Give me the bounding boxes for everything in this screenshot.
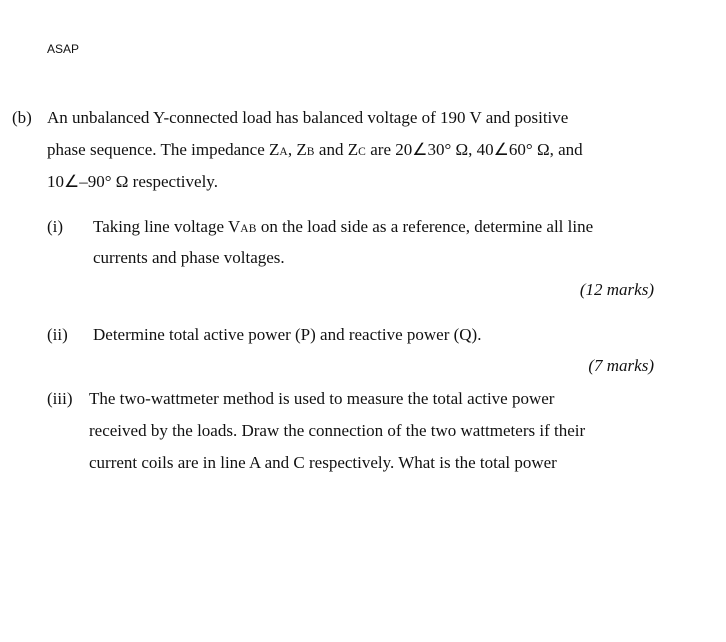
- question-label: (b): [12, 108, 32, 127]
- part-iii-label: (iii): [47, 389, 73, 408]
- subscript-a: A: [279, 146, 288, 158]
- question-line-1: An unbalanced Y-connected load has balanced voltage of 190 V and positive: [47, 108, 569, 127]
- part-i-prefix: Taking line voltage V: [93, 217, 241, 236]
- part-i-label: (i): [47, 217, 64, 236]
- question-line-3: 10∠–90° Ω respectively.: [47, 172, 218, 191]
- question-line-2: [47, 141, 583, 159]
- part-ii-marks: (7 marks): [588, 356, 654, 375]
- part-i-line-2: currents and phase voltages.: [93, 248, 285, 267]
- header-note: ASAP: [47, 42, 80, 56]
- impedance-sep-1: , Z: [287, 140, 307, 159]
- subscript-c: C: [358, 146, 366, 158]
- subscript-b: B: [306, 146, 315, 158]
- part-i-suffix: on the load side as a reference, determine all line: [256, 217, 594, 236]
- part-iii-line-2: received by the loads. Draw the connection of the two wattmeters if their: [89, 421, 586, 440]
- part-i-marks: (12 marks): [579, 280, 654, 299]
- part-iii-line-3: current coils are in line A and C respectively. What is the total power: [89, 453, 557, 472]
- part-ii-line-1: Determine total active power (P) and reactive power (Q).: [93, 325, 482, 344]
- part-ii-label: (ii): [47, 325, 68, 344]
- subscript-ab: AB: [240, 223, 257, 235]
- impedance-prefix: phase sequence. The impedance Z: [47, 140, 280, 159]
- part-iii-line-1: The two-wattmeter method is used to measure the total active power: [89, 389, 555, 408]
- impedance-suffix: are 20∠30° Ω, 40∠60° Ω, and: [365, 140, 583, 159]
- part-i-line-1: [93, 218, 593, 236]
- impedance-sep-2: and Z: [314, 140, 359, 159]
